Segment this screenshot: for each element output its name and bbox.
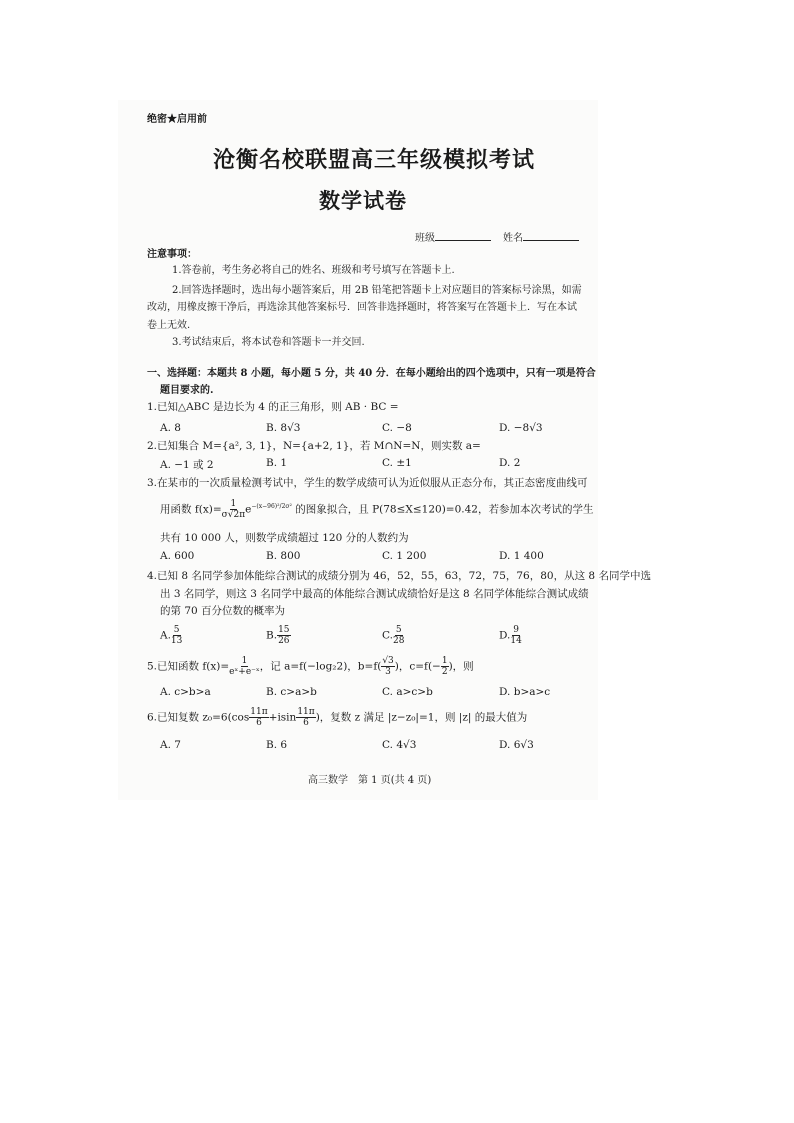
- q4-a-den: 13: [170, 636, 183, 646]
- q2-option-d: D. 2: [499, 457, 521, 469]
- q1-option-a: A. 8: [160, 422, 181, 434]
- q5-b-den: 3: [385, 667, 391, 677]
- q5-stem: [147, 656, 474, 677]
- q1-option-d: D. −8√3: [499, 422, 543, 434]
- q1-option-c: C. −8: [382, 422, 412, 434]
- q6-option-b: B. 6: [266, 739, 288, 751]
- q4-b-label: B.: [266, 629, 278, 642]
- note-3: 3.考试结束后，将本试卷和答题卡一并交回.: [172, 337, 365, 348]
- q4-c-num: 5: [395, 625, 402, 635]
- q3-stem-3: 共有 10 000 人，则数学成绩超过 120 分的人数约为: [160, 532, 409, 544]
- q5-b-num: √3: [382, 656, 394, 666]
- note-2c: 卷上无效.: [147, 320, 191, 331]
- q6-option-d: D. 6√3: [499, 739, 534, 751]
- q5-stem-pre: 5.已知函数 f(x)=: [147, 660, 230, 673]
- q5-option-c: C. a>c>b: [382, 686, 433, 698]
- q5-option-d: D. b>a>c: [499, 686, 551, 698]
- q5-stem-post: )，则: [448, 660, 474, 673]
- q4-stem-2: 出 3 名同学，则这 3 名同学中最高的体能综合测试成绩恰好是这 8 名同学体能综合测试成绩: [160, 588, 589, 600]
- q4-option-d: [499, 625, 522, 646]
- q4-d-den: 14: [510, 636, 522, 646]
- note-2a: 2.回答选择题时，选出每小题答案后，用 2B 铅笔把答题卡上对应题目的答案标号涂黑，如需: [172, 285, 582, 296]
- q1-option-b: B. 8√3: [266, 422, 301, 434]
- q4-option-b: [266, 625, 291, 646]
- q5-f-num: 1: [241, 656, 248, 666]
- class-field[interactable]: [415, 229, 491, 244]
- q6-option-a: A. 7: [160, 739, 181, 751]
- secret-label: 绝密★启用前: [147, 114, 207, 125]
- q5-stem-mid: ，记 a=f(−log₂2)，b=f(: [259, 660, 382, 673]
- q3-frac-den: σ√2π: [221, 510, 246, 520]
- q4-option-c: [382, 625, 404, 646]
- q6-p1-den: 6: [256, 718, 262, 728]
- q1-stem: 1.已知△ABC 是边长为 4 的正三角形，则 AB · BC =: [147, 401, 399, 413]
- q6-stem-post: )，复数 z 满足 |z−z₀|=1，则 |z| 的最大值为: [315, 711, 528, 724]
- section-1-line-1: 一、选择题：本题共 8 小题，每小题 5 分，共 40 分．在每小题给出的四个选项中，只有一项是符合: [147, 368, 596, 379]
- q4-stem-3: 的第 70 百分位数的概率为: [160, 605, 286, 617]
- exam-subtitle: 数学试卷: [319, 188, 407, 213]
- q3-option-d: D. 1 400: [499, 550, 544, 562]
- q5-c-den: 2: [441, 667, 448, 677]
- q6-option-c: C. 4√3: [382, 739, 417, 751]
- q2-stem: 2.已知集合 M={a², 3, 1}，N={a+2, 1}，若 M∩N=N，则实数 a=: [147, 440, 481, 452]
- q6-stem-pre: 6.已知复数 z₀=6(cos: [147, 711, 250, 724]
- q3-stem-2-pre: 用函数 f(x)=: [160, 503, 222, 516]
- q3-option-b: B. 800: [266, 550, 301, 562]
- q3-option-c: C. 1 200: [382, 550, 427, 562]
- q5-c-num: 1: [441, 656, 448, 666]
- q2-option-b: B. 1: [266, 457, 288, 469]
- q5-stem-mid2: )，c=f(−: [394, 660, 441, 673]
- q6-p2-num: 11π: [297, 707, 315, 717]
- note-1: 1.答卷前，考生务必将自己的姓名、班级和考号填写在答题卡上.: [172, 265, 455, 276]
- q3-stem-1: 3.在某市的一次质量检测考试中，学生的数学成绩可认为近似服从正态分布，其正态密度曲线可: [147, 477, 588, 489]
- page-footer: 高三数学 第 1 页(共 4 页): [308, 775, 432, 786]
- name-blank[interactable]: [523, 230, 579, 241]
- q6-stem: [147, 707, 527, 728]
- q5-option-b: B. c>a>b: [266, 686, 317, 698]
- class-label: 班级: [415, 233, 435, 244]
- q2-option-a: A. −1 或 2: [160, 459, 214, 471]
- exam-title: 沧衡名校联盟高三年级模拟考试: [213, 147, 536, 173]
- q3-option-a: A. 600: [160, 550, 195, 562]
- q4-stem-1: 4.已知 8 名同学参加体能综合测试的成绩分别为 46，52，55，63，72，75，76，80，从这 8 名同学中选: [147, 570, 651, 582]
- q4-b-den: 26: [278, 636, 290, 646]
- q3-fraction: [222, 499, 246, 520]
- q3-exp-sup: −(x−96)²/2σ²: [251, 503, 292, 510]
- q4-option-a: [160, 625, 182, 646]
- q3-stem-2: [160, 499, 593, 520]
- q3-stem-2-post: 的图象拟合，且 P(78≤X≤120)=0.42，若参加本次考试的学生: [295, 503, 594, 516]
- q5-f-den: eˣ+e⁻ˣ: [229, 667, 260, 677]
- class-blank[interactable]: [435, 230, 491, 241]
- q4-a-num: 5: [173, 625, 180, 635]
- q3-frac-num: 1: [230, 499, 237, 509]
- section-1-line-2: 题目要求的.: [160, 385, 214, 396]
- q4-d-num: 9: [513, 625, 519, 635]
- note-2b: 改动，用橡皮擦干净后，再选涂其他答案标号．回答非选择题时，将答案写在答题卡上．写在本试: [147, 302, 577, 313]
- q4-a-label: A.: [160, 629, 171, 642]
- q4-c-den: 28: [393, 636, 405, 646]
- q3-exp-e: e: [245, 503, 252, 516]
- q5-option-a: A. c>b>a: [160, 686, 211, 698]
- q4-b-num: 15: [278, 625, 290, 635]
- q6-p1-num: 11π: [250, 707, 268, 717]
- q4-d-label: D.: [499, 629, 511, 642]
- name-label: 姓名: [503, 233, 523, 244]
- name-field[interactable]: [503, 229, 579, 244]
- q2-option-c: C. ±1: [382, 457, 412, 469]
- q6-stem-mid: +isin: [268, 711, 297, 724]
- q4-c-label: C.: [382, 629, 393, 642]
- q6-p2-den: 6: [303, 718, 309, 728]
- notes-heading: 注意事项：: [147, 249, 197, 260]
